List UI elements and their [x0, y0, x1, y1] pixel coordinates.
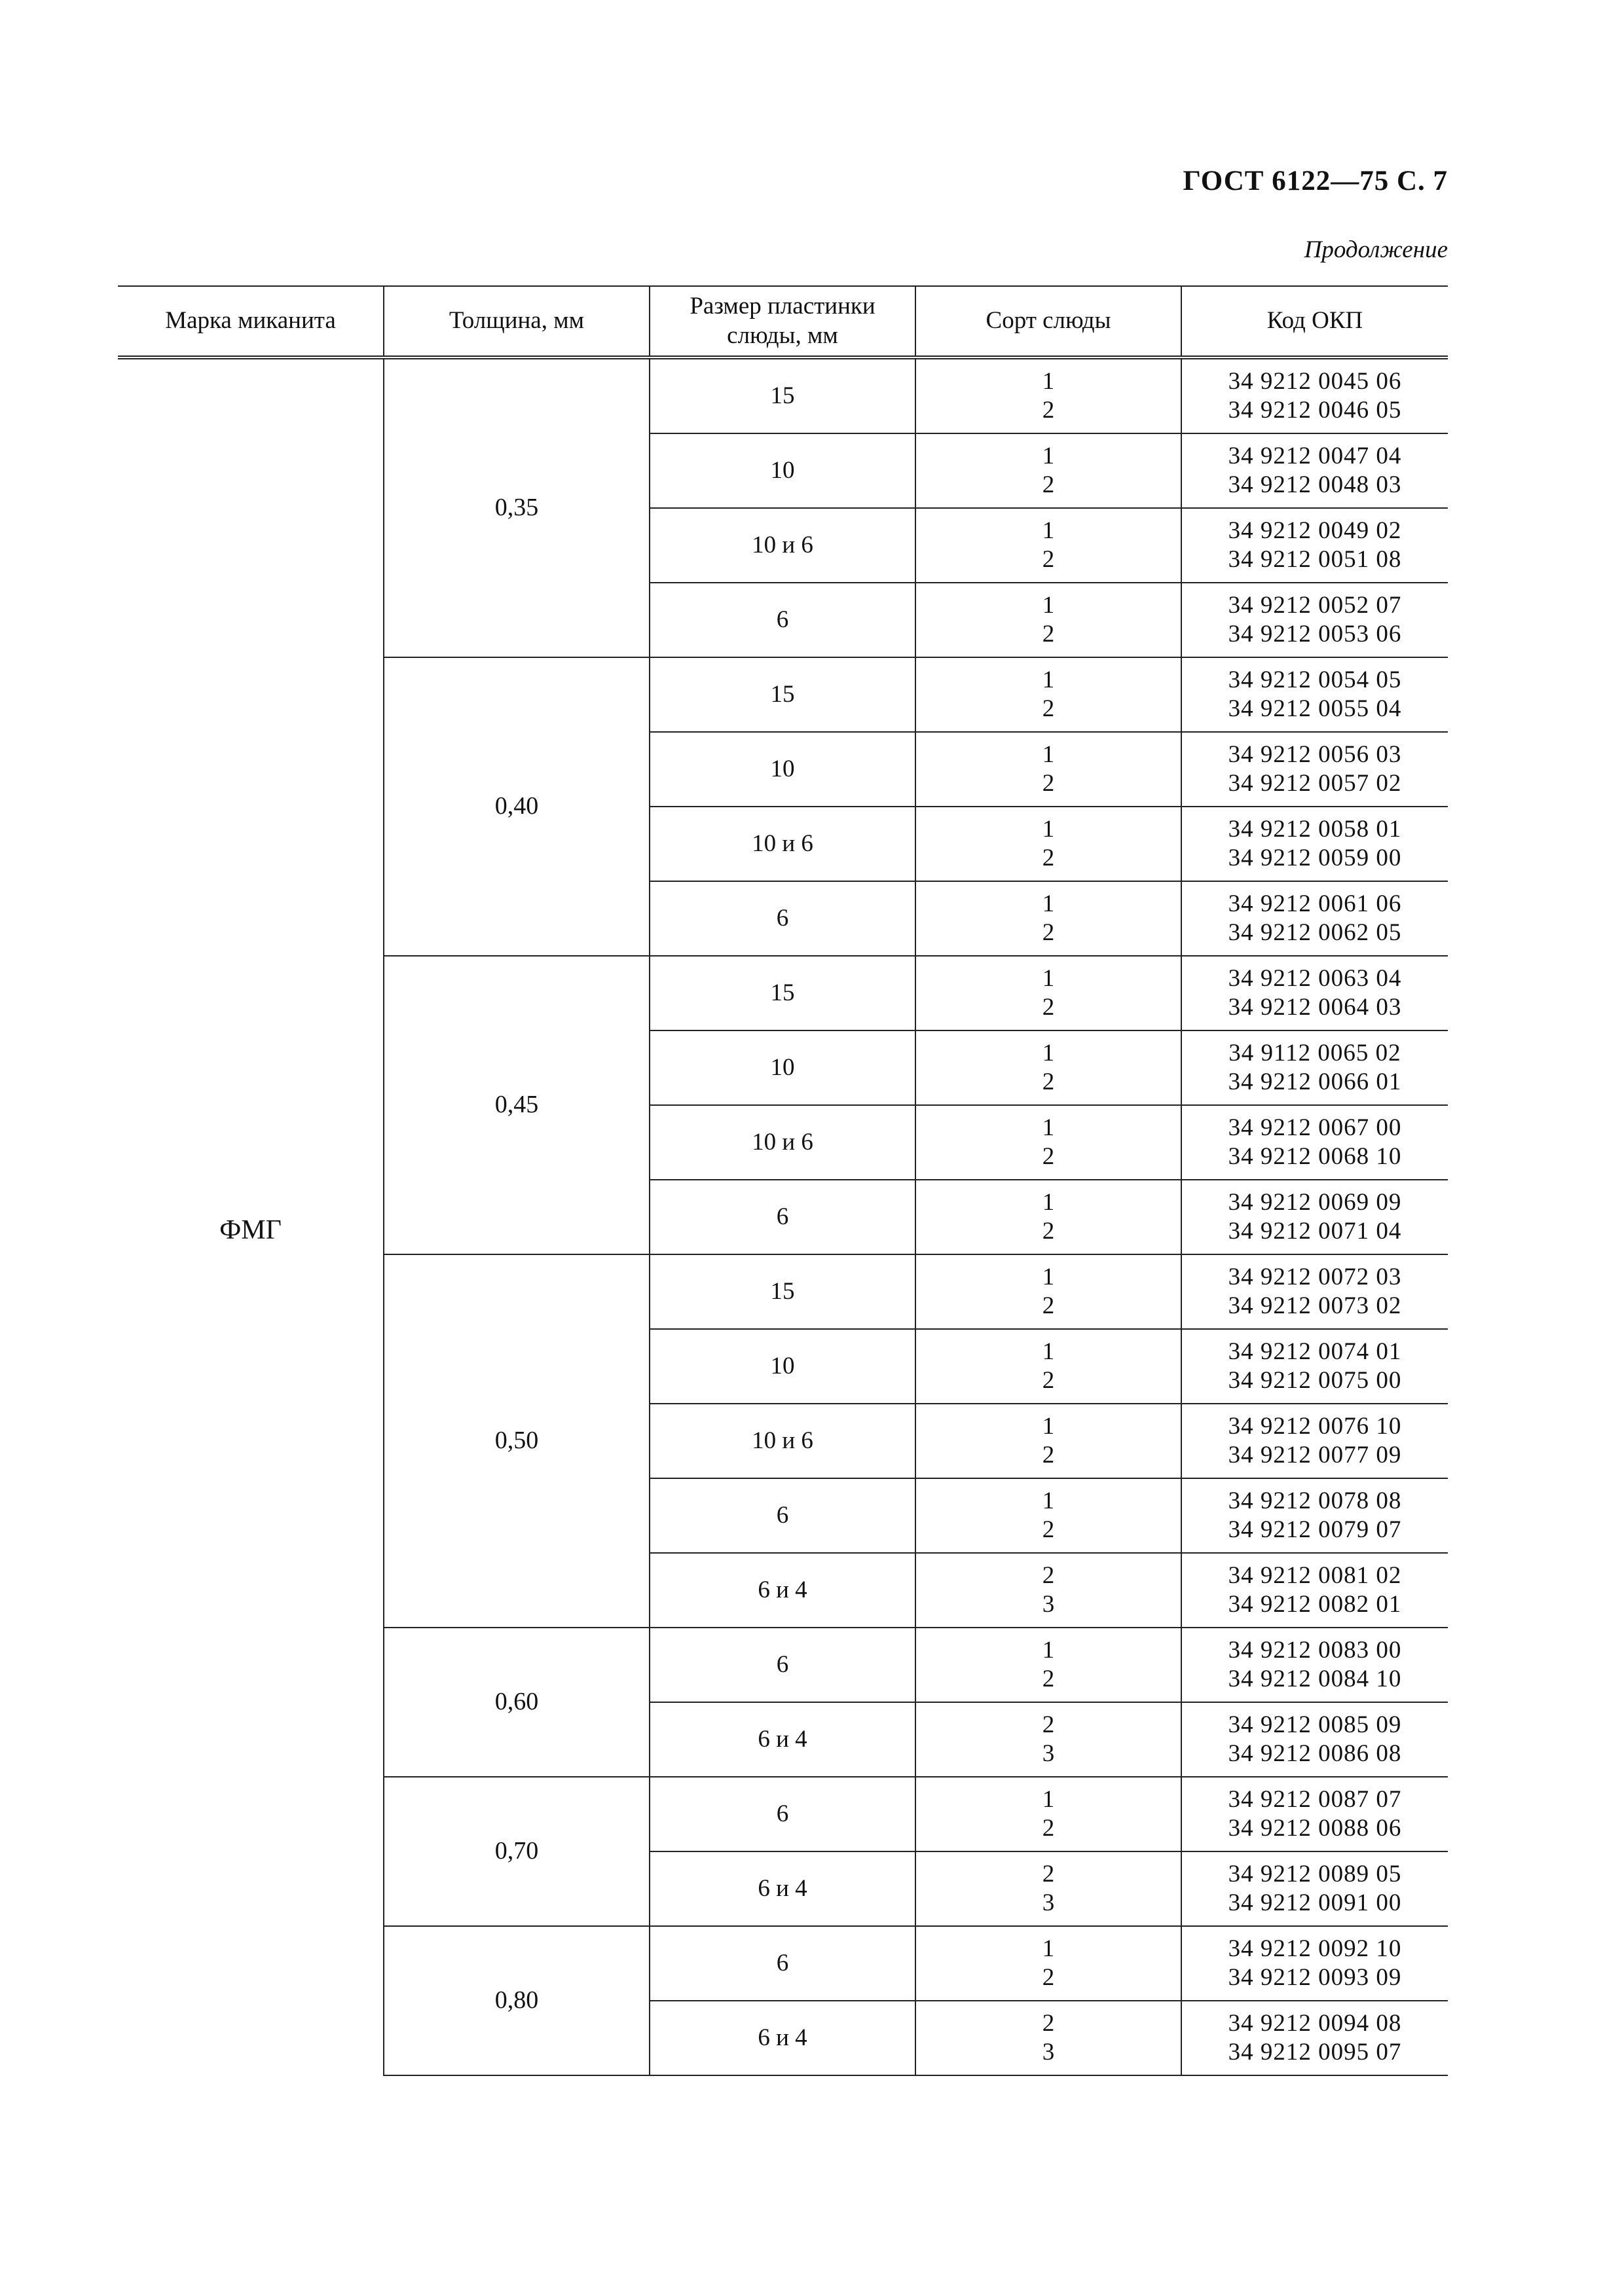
okp-code-cell	[1181, 956, 1448, 1030]
plate-size-cell: 6	[650, 1777, 915, 1851]
mica-grade-cell	[915, 1329, 1181, 1404]
okp-code-value: 34 9212 0045 06	[1228, 367, 1402, 395]
mica-grade-value: 1	[1042, 1785, 1055, 1813]
mica-grade-cell	[915, 1553, 1181, 1628]
mica-grade-value: 1	[1042, 815, 1055, 843]
mica-grade-value: 1	[1042, 890, 1055, 917]
okp-code-value: 34 9212 0063 04	[1228, 964, 1402, 992]
okp-code-cell	[1181, 1777, 1448, 1851]
okp-code-cell	[1181, 1180, 1448, 1254]
mica-grade-value: 2	[1042, 1815, 1055, 1842]
continuation-label: Продолжение	[1304, 236, 1448, 263]
mica-grade-cell	[915, 956, 1181, 1030]
okp-code-cell	[1181, 433, 1448, 508]
mica-grade-value: 1	[1042, 1338, 1055, 1365]
okp-code-cell	[1181, 508, 1448, 583]
mica-grade-value: 3	[1042, 1740, 1055, 1767]
okp-code-value: 34 9212 0073 02	[1228, 1292, 1402, 1319]
mica-grade-value: 1	[1042, 1263, 1055, 1290]
thickness-cell: 0,50	[384, 1254, 650, 1628]
okp-code-value: 34 9212 0076 10	[1228, 1412, 1402, 1440]
okp-code-value: 34 9212 0075 00	[1228, 1367, 1402, 1394]
okp-code-value: 34 9212 0067 00	[1228, 1114, 1402, 1141]
plate-size-cell: 6	[650, 1926, 915, 2001]
plate-size-cell: 15	[650, 1254, 915, 1329]
mica-grade-cell	[915, 433, 1181, 508]
mica-grade-value: 1	[1042, 1412, 1055, 1440]
table-row	[118, 357, 1448, 433]
okp-code-value: 34 9212 0055 04	[1228, 695, 1402, 722]
okp-code-value: 34 9212 0064 03	[1228, 994, 1402, 1021]
spec-table	[118, 285, 1448, 2076]
column-header-mica-grade: Сорт слюды	[915, 286, 1181, 357]
brand-cell: ФМГ	[219, 1215, 282, 1246]
plate-size-cell: 15	[650, 956, 915, 1030]
okp-code-value: 34 9212 0054 05	[1228, 666, 1402, 693]
okp-code-value: 34 9212 0048 03	[1228, 471, 1402, 498]
plate-size-cell: 6	[650, 1478, 915, 1553]
okp-code-value: 34 9212 0056 03	[1228, 740, 1402, 768]
okp-code-value: 34 9212 0083 00	[1228, 1636, 1402, 1664]
plate-size-cell: 10 и 6	[650, 1105, 915, 1180]
okp-code-value: 34 9212 0062 05	[1228, 919, 1402, 946]
mica-grade-value: 2	[1042, 1068, 1055, 1095]
okp-code-cell	[1181, 807, 1448, 881]
mica-grade-value: 2	[1042, 1860, 1055, 1887]
okp-code-cell	[1181, 1478, 1448, 1553]
mica-grade-value: 1	[1042, 964, 1055, 992]
okp-code-value: 34 9112 0065 02	[1228, 1039, 1401, 1066]
okp-code-cell	[1181, 1628, 1448, 1702]
table-body	[118, 357, 1448, 2075]
thickness-cell: 0,45	[384, 956, 650, 1254]
mica-grade-value: 2	[1042, 1143, 1055, 1170]
okp-code-value: 34 9212 0091 00	[1228, 1889, 1402, 1916]
mica-grade-cell	[915, 1851, 1181, 1926]
thickness-cell: 0,80	[384, 1926, 650, 2075]
okp-code-value: 34 9212 0072 03	[1228, 1263, 1402, 1290]
mica-grade-cell	[915, 1254, 1181, 1329]
mica-grade-value: 2	[1042, 1711, 1055, 1738]
okp-code-cell	[1181, 732, 1448, 807]
okp-code-value: 34 9212 0086 08	[1228, 1740, 1402, 1767]
okp-code-cell	[1181, 1851, 1448, 1926]
okp-code-value: 34 9212 0074 01	[1228, 1338, 1402, 1365]
table-header-row	[118, 286, 1448, 357]
mica-grade-cell	[915, 1404, 1181, 1478]
mica-grade-cell	[915, 1030, 1181, 1105]
okp-code-cell	[1181, 1329, 1448, 1404]
plate-size-cell: 10 и 6	[650, 1404, 915, 1478]
plate-size-cell: 10 и 6	[650, 807, 915, 881]
plate-size-cell: 10	[650, 1030, 915, 1105]
mica-grade-cell	[915, 1105, 1181, 1180]
plate-size-cell: 6	[650, 881, 915, 956]
mica-grade-value: 1	[1042, 517, 1055, 544]
okp-code-value: 34 9212 0077 09	[1228, 1442, 1402, 1468]
okp-code-value: 34 9212 0051 08	[1228, 546, 1402, 573]
mica-grade-cell	[915, 807, 1181, 881]
mica-grade-value: 2	[1042, 919, 1055, 946]
mica-grade-value: 1	[1042, 1188, 1055, 1216]
mica-grade-cell	[915, 1702, 1181, 1777]
plate-size-cell: 10 и 6	[650, 508, 915, 583]
column-header-brand: Марка миканита	[118, 286, 384, 357]
mica-grade-value: 3	[1042, 2039, 1055, 2066]
okp-code-value: 34 9212 0094 08	[1228, 2009, 1402, 2037]
okp-code-value: 34 9212 0081 02	[1228, 1561, 1402, 1589]
plate-size-cell: 6 и 4	[650, 1553, 915, 1628]
mica-grade-value: 2	[1042, 471, 1055, 498]
mica-grade-value: 1	[1042, 740, 1055, 768]
mica-grade-value: 2	[1042, 1442, 1055, 1468]
plate-size-cell: 10	[650, 433, 915, 508]
okp-code-cell	[1181, 1404, 1448, 1478]
mica-grade-value: 2	[1042, 1666, 1055, 1692]
plate-size-cell: 10	[650, 1329, 915, 1404]
okp-code-value: 34 9212 0058 01	[1228, 815, 1402, 843]
okp-code-cell	[1181, 881, 1448, 956]
okp-code-cell	[1181, 2001, 1448, 2075]
mica-grade-cell	[915, 2001, 1181, 2075]
okp-code-value: 34 9212 0087 07	[1228, 1785, 1402, 1813]
plate-size-cell: 15	[650, 357, 915, 433]
mica-grade-value: 2	[1042, 1292, 1055, 1319]
okp-code-cell	[1181, 357, 1448, 433]
mica-grade-value: 2	[1042, 994, 1055, 1021]
mica-grade-value: 2	[1042, 695, 1055, 722]
plate-size-cell: 15	[650, 657, 915, 732]
okp-code-cell	[1181, 1030, 1448, 1105]
okp-code-value: 34 9212 0059 00	[1228, 845, 1402, 871]
thickness-cell: 0,40	[384, 657, 650, 956]
mica-grade-value: 1	[1042, 1039, 1055, 1066]
mica-grade-cell	[915, 1628, 1181, 1702]
mica-grade-cell	[915, 657, 1181, 732]
mica-grade-value: 1	[1042, 1487, 1055, 1514]
thickness-cell: 0,70	[384, 1777, 650, 1926]
okp-code-cell	[1181, 1105, 1448, 1180]
mica-grade-value: 1	[1042, 442, 1055, 469]
mica-grade-cell	[915, 1777, 1181, 1851]
okp-code-cell	[1181, 1254, 1448, 1329]
mica-grade-value: 1	[1042, 367, 1055, 395]
okp-code-value: 34 9212 0095 07	[1228, 2039, 1402, 2066]
plate-size-cell: 6 и 4	[650, 1702, 915, 1777]
okp-code-value: 34 9212 0079 07	[1228, 1516, 1402, 1543]
plate-size-cell: 6 и 4	[650, 1851, 915, 1926]
okp-code-value: 34 9212 0089 05	[1228, 1860, 1402, 1887]
column-header-plate-size: Размер пластинки слюды, мм	[650, 286, 915, 357]
mica-grade-value: 2	[1042, 1218, 1055, 1245]
mica-grade-value: 1	[1042, 666, 1055, 693]
plate-size-cell: 6	[650, 1180, 915, 1254]
okp-code-value: 34 9212 0052 07	[1228, 591, 1402, 619]
mica-grade-cell	[915, 881, 1181, 956]
okp-code-value: 34 9212 0069 09	[1228, 1188, 1402, 1216]
okp-code-value: 34 9212 0084 10	[1228, 1666, 1402, 1692]
okp-code-value: 34 9212 0082 01	[1228, 1591, 1402, 1618]
mica-grade-value: 1	[1042, 591, 1055, 619]
mica-grade-value: 2	[1042, 546, 1055, 573]
okp-code-value: 34 9212 0088 06	[1228, 1815, 1402, 1842]
plate-size-cell: 6	[650, 1628, 915, 1702]
page-header: ГОСТ 6122—75 С. 7	[1183, 166, 1448, 196]
okp-code-value: 34 9212 0071 04	[1228, 1218, 1402, 1245]
mica-grade-cell	[915, 1180, 1181, 1254]
okp-code-value: 34 9212 0046 05	[1228, 397, 1402, 424]
okp-code-cell	[1181, 1926, 1448, 2001]
okp-code-cell	[1181, 657, 1448, 732]
okp-code-value: 34 9212 0047 04	[1228, 442, 1402, 469]
plate-size-cell: 10	[650, 732, 915, 807]
mica-grade-value: 3	[1042, 1889, 1055, 1916]
thickness-cell: 0,35	[384, 357, 650, 657]
okp-code-value: 34 9212 0078 08	[1228, 1487, 1402, 1514]
mica-grade-value: 2	[1042, 1964, 1055, 1991]
mica-grade-value: 2	[1042, 621, 1055, 647]
mica-grade-value: 2	[1042, 397, 1055, 424]
mica-grade-value: 2	[1042, 1516, 1055, 1543]
okp-code-value: 34 9212 0057 02	[1228, 770, 1402, 797]
mica-grade-cell	[915, 508, 1181, 583]
okp-code-value: 34 9212 0092 10	[1228, 1935, 1402, 1962]
plate-size-cell: 6	[650, 583, 915, 657]
mica-grade-value: 3	[1042, 1591, 1055, 1618]
okp-code-value: 34 9212 0061 06	[1228, 890, 1402, 917]
mica-grade-value: 2	[1042, 2009, 1055, 2037]
mica-grade-value: 1	[1042, 1636, 1055, 1664]
mica-grade-cell	[915, 1478, 1181, 1553]
mica-grade-cell	[915, 732, 1181, 807]
mica-grade-value: 1	[1042, 1114, 1055, 1141]
plate-size-cell: 6 и 4	[650, 2001, 915, 2075]
mica-grade-value: 2	[1042, 1561, 1055, 1589]
okp-code-value: 34 9212 0068 10	[1228, 1143, 1402, 1170]
okp-code-cell	[1181, 1553, 1448, 1628]
column-header-okp-code: Код ОКП	[1181, 286, 1448, 357]
mica-grade-value: 2	[1042, 845, 1055, 871]
okp-code-cell	[1181, 1702, 1448, 1777]
thickness-cell: 0,60	[384, 1628, 650, 1777]
mica-grade-cell	[915, 1926, 1181, 2001]
okp-code-value: 34 9212 0085 09	[1228, 1711, 1402, 1738]
mica-grade-cell	[915, 357, 1181, 433]
mica-grade-cell	[915, 583, 1181, 657]
mica-grade-value: 1	[1042, 1935, 1055, 1962]
column-header-thickness: Толщина, мм	[384, 286, 650, 357]
okp-code-value: 34 9212 0066 01	[1228, 1068, 1402, 1095]
mica-grade-value: 2	[1042, 770, 1055, 797]
mica-grade-value: 2	[1042, 1367, 1055, 1394]
okp-code-cell	[1181, 583, 1448, 657]
okp-code-value: 34 9212 0053 06	[1228, 621, 1402, 647]
okp-code-value: 34 9212 0093 09	[1228, 1964, 1402, 1991]
okp-code-value: 34 9212 0049 02	[1228, 517, 1402, 544]
